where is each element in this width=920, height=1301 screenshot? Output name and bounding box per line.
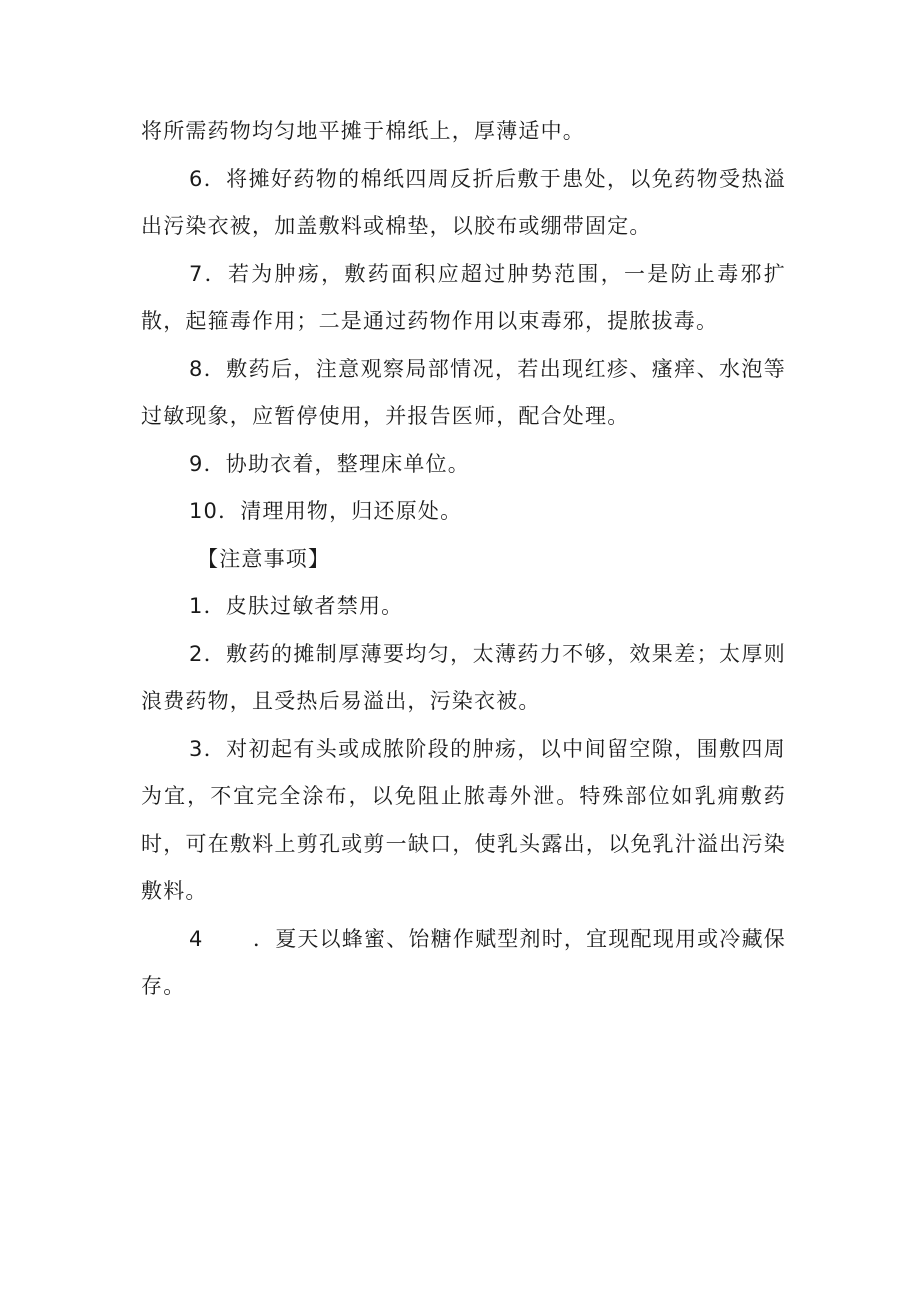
step-number: 10: [189, 499, 219, 523]
note-number: 1: [189, 594, 204, 618]
step-text: ．敷药后，注意观察局部情况，若出现红疹、瘙痒、水泡等过敏现象，应暂停使用，并报告医师，配合处理。: [141, 356, 786, 428]
step-7: [141, 251, 786, 346]
note-number: 4: [189, 926, 204, 951]
note-2: [141, 631, 786, 726]
section-heading-precautions: [141, 536, 786, 584]
step-number: 8: [189, 356, 204, 381]
step-9: [141, 441, 786, 489]
note-number: 2: [189, 641, 204, 666]
step-text: ．若为肿疡，敷药面积应超过肿势范围，一是防止毒邪扩散，起箍毒作用；二是通过药物作用以束毒邪，提脓拔毒。: [141, 261, 786, 333]
note-text: ．敷药的摊制厚薄要均匀，太薄药力不够，效果差；太厚则浪费药物，且受热后易溢出，污染衣被。: [141, 641, 786, 713]
section-heading-text: 【注意事项】: [197, 546, 331, 571]
step-number: 7: [189, 261, 204, 286]
step-text: ．协助衣着，整理床单位。: [203, 451, 470, 476]
note-text: ．皮肤过敏者禁用。: [203, 594, 404, 618]
paragraph-text: 将所需药物均匀地平摊于棉纸上，厚薄适中。: [141, 119, 585, 143]
note-4: [141, 916, 786, 1011]
step-8: [141, 346, 786, 441]
step-text: ．将摊好药物的棉纸四周反折后敷于患处，以免药物受热溢出污染衣被，加盖敷料或棉垫，以胶布或绷带固定。: [141, 166, 786, 238]
note-text: ．夏天以蜂蜜、饴糖作赋型剂时，宜现配现用或冷藏保存。: [141, 926, 786, 998]
step-10: [141, 488, 786, 536]
note-text: ．对初起有头或成脓阶段的肿疡，以中间留空隙，围敷四周为宜，不宜完全涂布，以免阻止脓毒外泄。特殊部位如乳痈敷药时，可在敷料上剪孔或剪一缺口，使乳头露出，以免乳汁溢出污染敷料。: [141, 736, 786, 903]
step-number: 6: [189, 166, 204, 191]
step-text: ．清理用物，归还原处。: [218, 499, 463, 523]
note-1: [141, 583, 786, 631]
step-6: [141, 156, 786, 251]
note-3: [141, 726, 786, 916]
note-number: 3: [189, 736, 204, 761]
document-body: [141, 108, 786, 1011]
step-number: 9: [189, 451, 204, 476]
paragraph-continued: [141, 108, 786, 156]
